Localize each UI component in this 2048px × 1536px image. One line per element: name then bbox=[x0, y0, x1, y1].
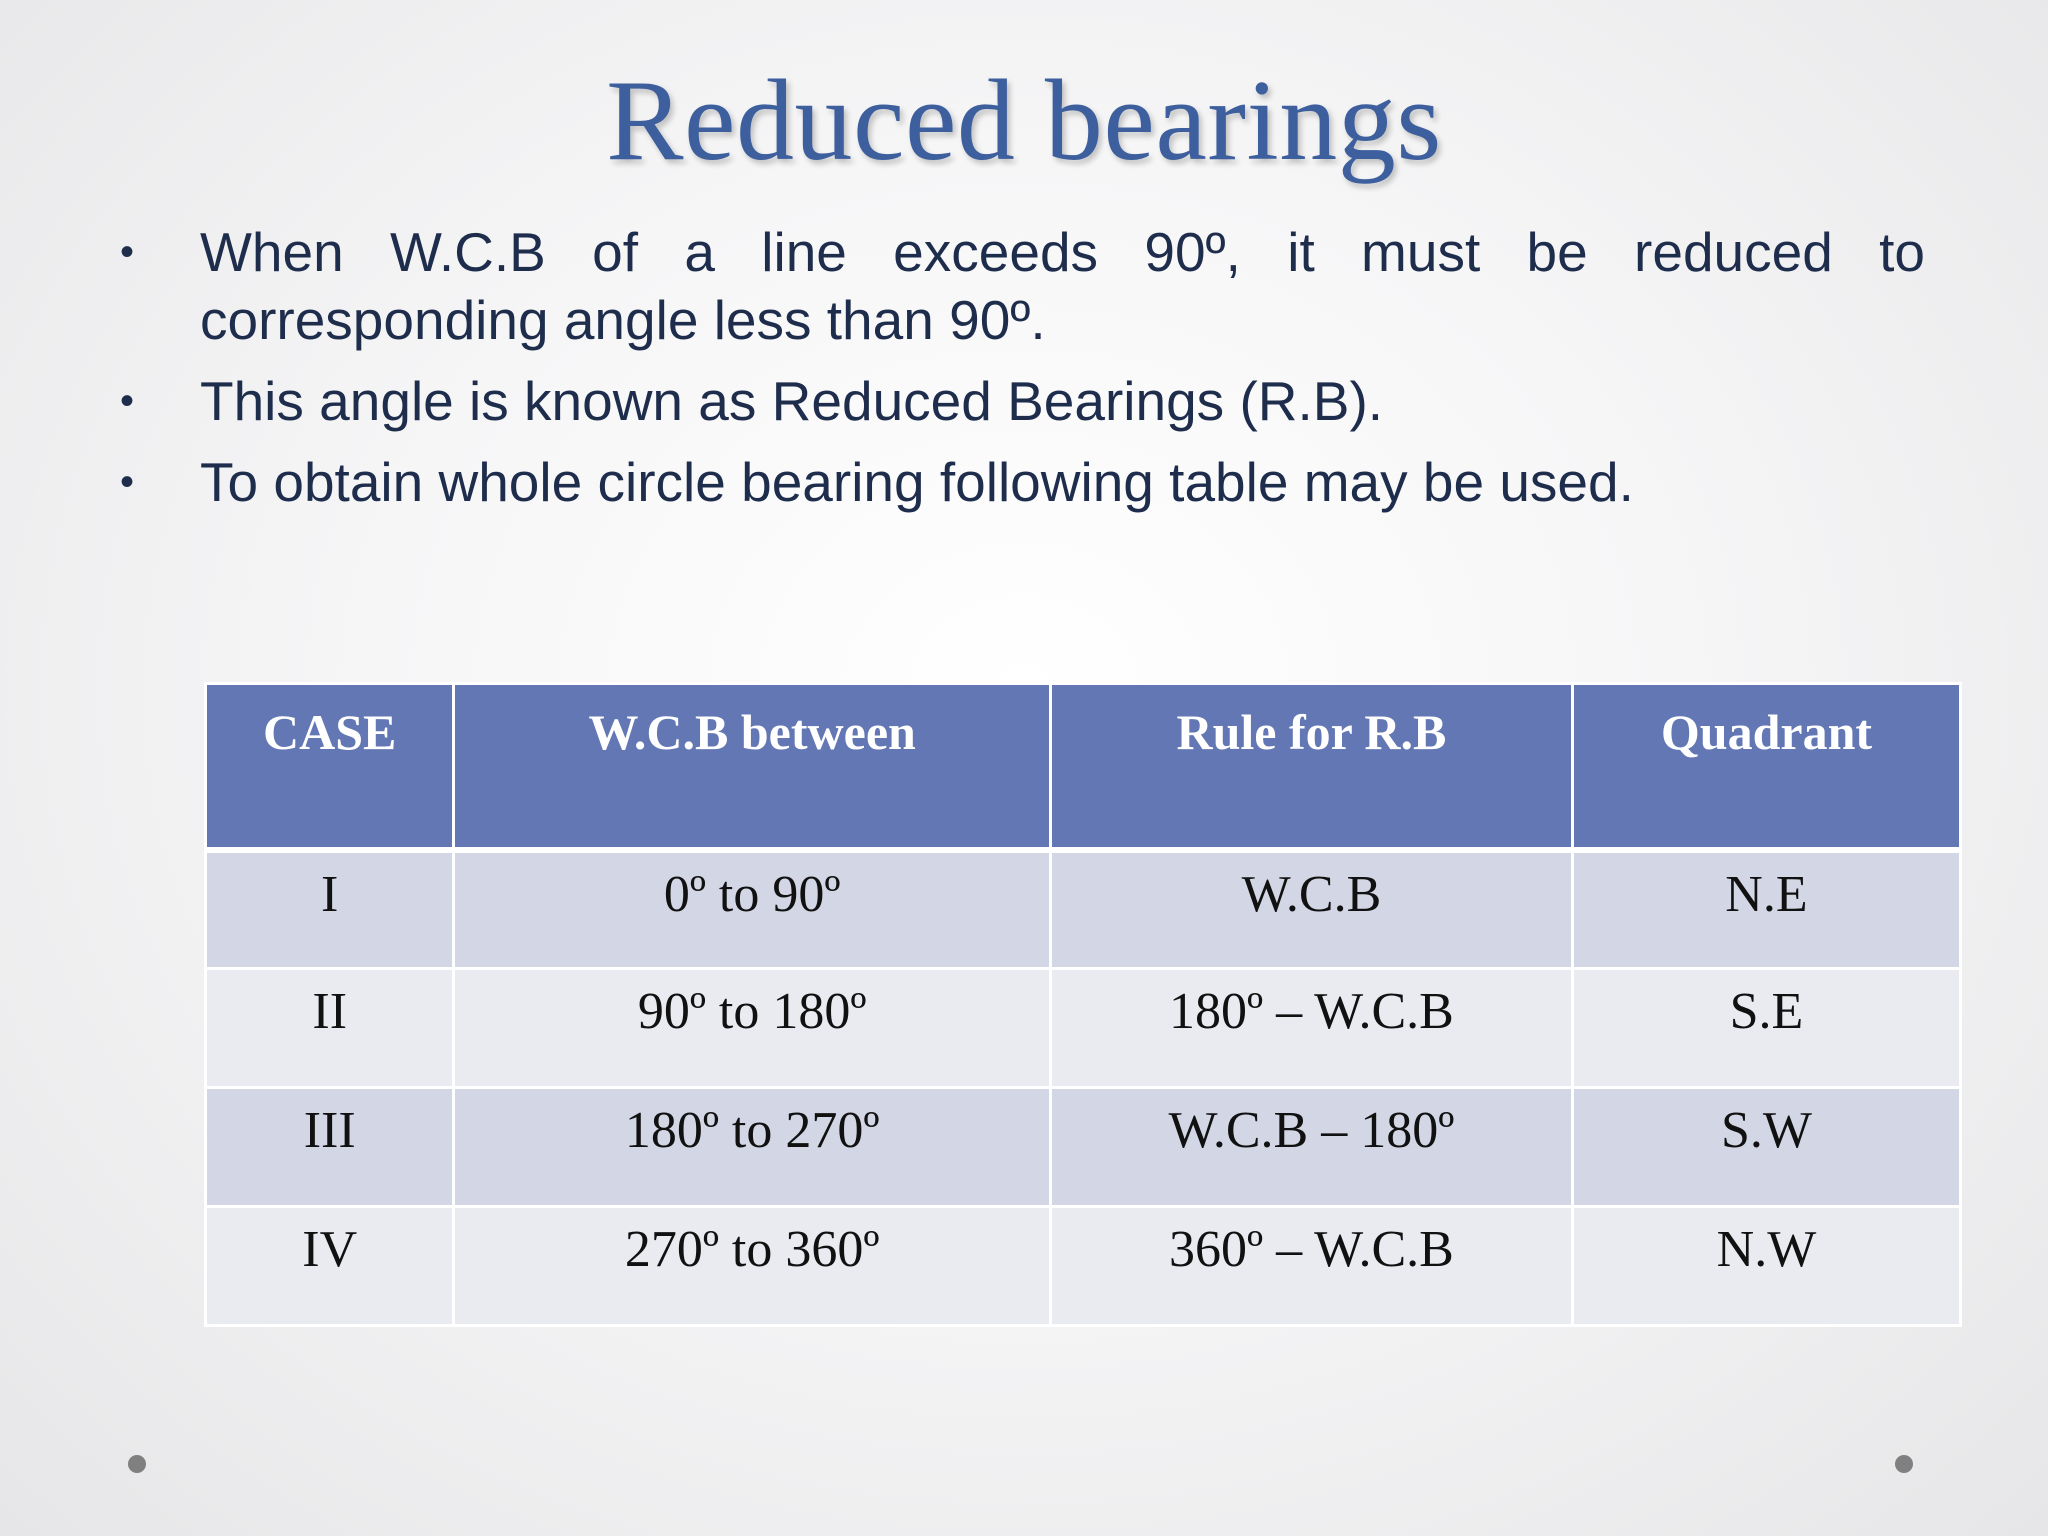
table-row bbox=[206, 850, 1961, 969]
table-cell: S.W bbox=[1572, 1088, 1960, 1207]
header-quadrant: Quadrant bbox=[1572, 684, 1960, 850]
table-cell: 90º to 180º bbox=[454, 969, 1051, 1088]
bullet-text: This angle is known as Reduced Bearings (R.B). bbox=[200, 370, 1384, 432]
table-cell: 180º to 270º bbox=[454, 1088, 1051, 1207]
table-cell: W.C.B – 180º bbox=[1050, 1088, 1572, 1207]
table-cell: III bbox=[206, 1088, 454, 1207]
header-case: CASE bbox=[206, 684, 454, 850]
table-cell: 180º – W.C.B bbox=[1050, 969, 1572, 1088]
slide-title: Reduced bearings bbox=[606, 57, 1442, 185]
bullet-list bbox=[120, 218, 1925, 529]
table-cell: N.E bbox=[1572, 850, 1960, 969]
bullet-item bbox=[120, 367, 1925, 435]
bullet-icon: • bbox=[120, 230, 135, 274]
table-cell: S.E bbox=[1572, 969, 1960, 1088]
bullet-item bbox=[120, 448, 1925, 516]
table-cell: 270º to 360º bbox=[454, 1207, 1051, 1326]
bullet-icon: • bbox=[120, 460, 135, 504]
bullet-text: When W.C.B of a line exceeds 90º, it must be reduced to corresponding angle less than 90º. bbox=[200, 221, 1925, 351]
table-cell: N.W bbox=[1572, 1207, 1960, 1326]
bearing-table bbox=[204, 682, 1962, 1327]
bullet-icon: • bbox=[120, 379, 135, 423]
header-wcb-between: W.C.B between bbox=[454, 684, 1051, 850]
bullet-item bbox=[120, 218, 1925, 354]
decorative-dot-icon bbox=[1895, 1455, 1913, 1473]
table-row bbox=[206, 1207, 1961, 1326]
header-rule-rb: Rule for R.B bbox=[1050, 684, 1572, 850]
table-cell: I bbox=[206, 850, 454, 969]
table-cell: W.C.B bbox=[1050, 850, 1572, 969]
table-row bbox=[206, 969, 1961, 1088]
table-cell: 0º to 90º bbox=[454, 850, 1051, 969]
table-cell: IV bbox=[206, 1207, 454, 1326]
bullet-text: To obtain whole circle bearing following table may be used. bbox=[200, 451, 1634, 513]
table-row bbox=[206, 1088, 1961, 1207]
table-cell: II bbox=[206, 969, 454, 1088]
table-cell: 360º – W.C.B bbox=[1050, 1207, 1572, 1326]
table-header-row bbox=[206, 684, 1961, 850]
decorative-dot-icon bbox=[128, 1455, 146, 1473]
